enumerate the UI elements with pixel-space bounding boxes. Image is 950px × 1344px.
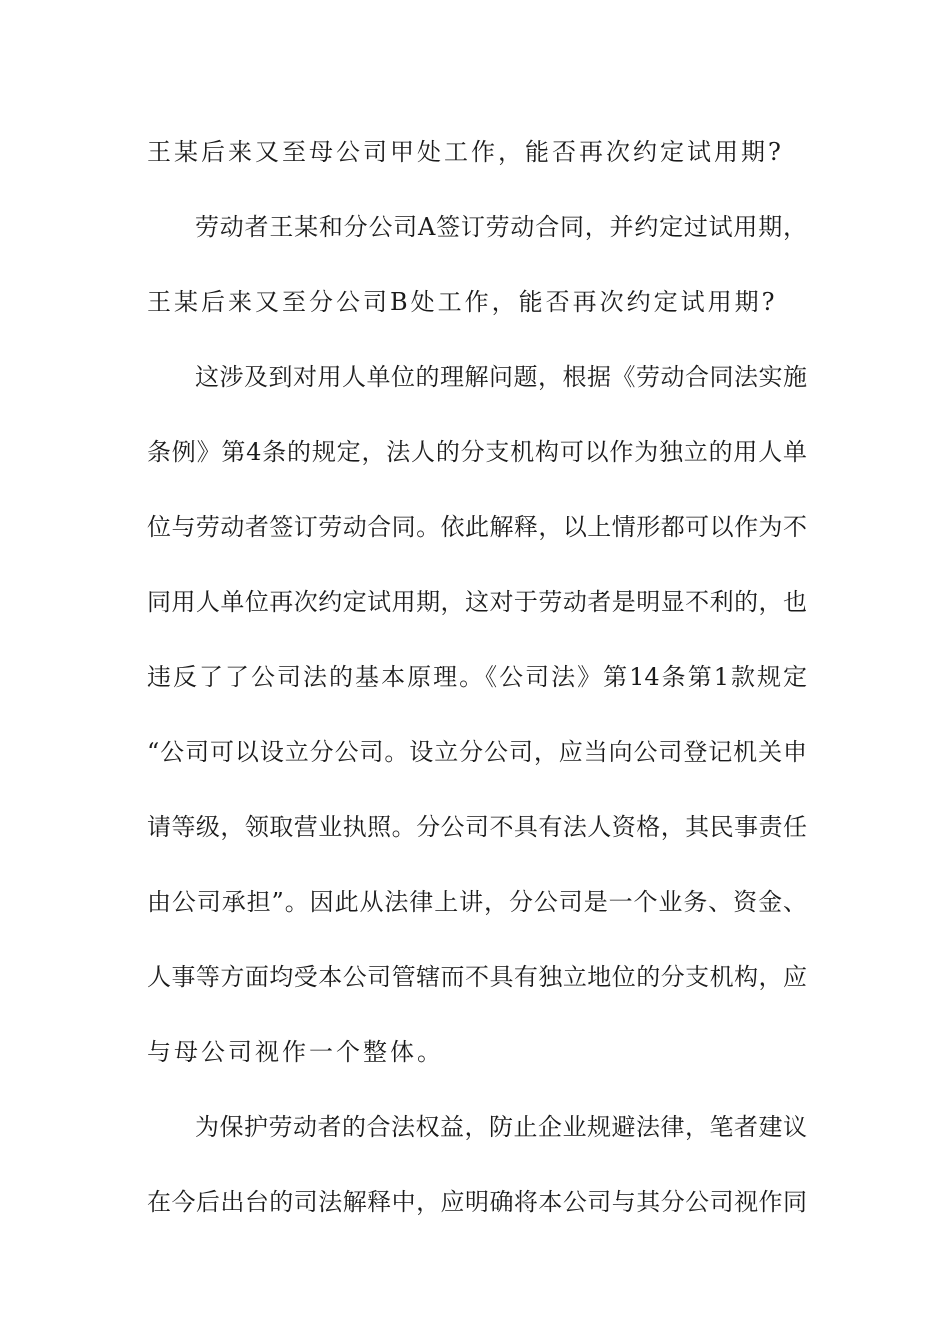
text-line: 与母公司视作一个整体。 xyxy=(147,1038,444,1066)
text-line: 王某后来又至分公司B处工作，能否再次约定试用期? xyxy=(147,288,778,316)
text-line: 违反了了公司法的基本原理。《公司法》第14条第1款规定 xyxy=(147,663,807,691)
text-line: 位与劳动者签订劳动合同。依此解释，以上情形都可以作为不 xyxy=(147,513,807,541)
text-line: 条例》第4条的规定，法人的分支机构可以作为独立的用人单 xyxy=(147,438,807,466)
text-line: 由公司承担”。因此从法律上讲，分公司是一个业务、资金、 xyxy=(147,888,807,916)
text-line: 王某后来又至母公司甲处工作，能否再次约定试用期? xyxy=(147,138,784,166)
text-line: “公司可以设立分公司。设立分公司，应当向公司登记机关申 xyxy=(147,738,807,766)
text-line: 同用人单位再次约定试用期，这对于劳动者是明显不利的，也 xyxy=(147,588,807,616)
text-line: 为保护劳动者的合法权益，防止企业规避法律，笔者建议 xyxy=(195,1113,807,1141)
text-line: 在今后出台的司法解释中，应明确将本公司与其分公司视作同 xyxy=(147,1188,807,1216)
text-line: 劳动者王某和分公司A签订劳动合同，并约定过试用期， xyxy=(195,213,807,241)
text-line: 请等级，领取营业执照。分公司不具有法人资格，其民事责任 xyxy=(147,813,807,841)
text-line: 人事等方面均受本公司管辖而不具有独立地位的分支机构，应 xyxy=(147,963,807,991)
text-line: 这涉及到对用人单位的理解问题，根据《劳动合同法实施 xyxy=(195,363,807,391)
